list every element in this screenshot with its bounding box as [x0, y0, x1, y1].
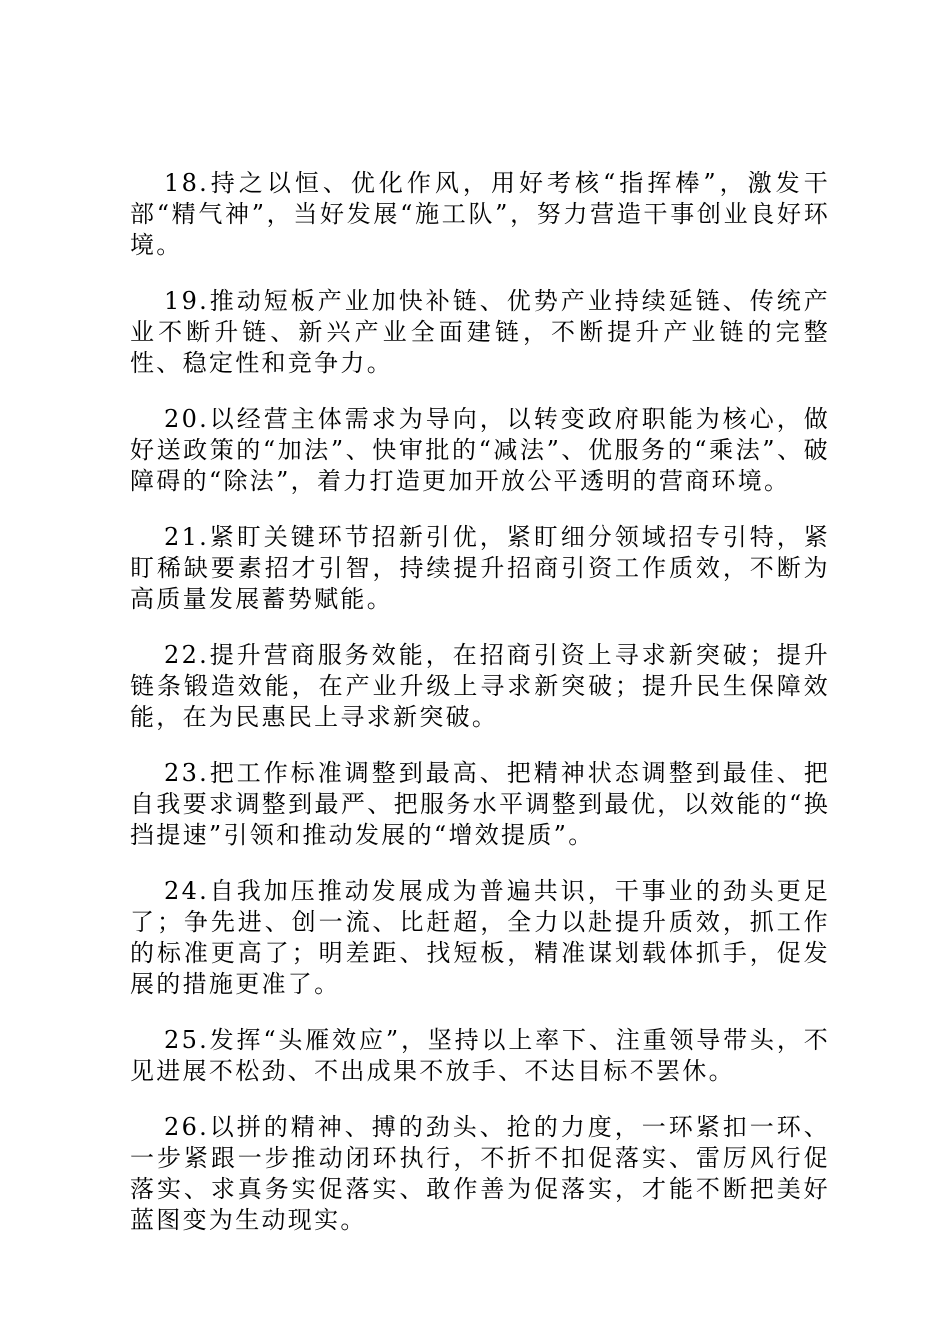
- paragraph-24: 24.自我加压推动发展成为普遍共识，干事业的劲头更足了；争先进、创一流、比赶超，全力以赴提升质效，抓工作的标准更高了；明差距、找短板，精准谋划载体抓手，促发展的措施更准了。: [130, 877, 830, 998]
- paragraph-22: 22.提升营商服务效能，在招商引资上寻求新突破；提升链条锻造效能，在产业升级上寻求新突破；提升民生保障效能，在为民惠民上寻求新突破。: [130, 641, 830, 731]
- document-body: [130, 168, 830, 1261]
- paragraph-25: 25.发挥“头雁效应”，坚持以上率下、注重领导带头，不见进展不松劲、不出成果不放手、不达目标不罢休。: [130, 1026, 830, 1085]
- paragraph-18: 18.持之以恒、优化作风，用好考核“指挥棒”，激发干部“精气神”，当好发展“施工队”，努力营造干事创业良好环境。: [130, 169, 830, 259]
- paragraph-23: 23.把工作标准调整到最高、把精神状态调整到最佳、把自我要求调整到最严、把服务水平调整到最优，以效能的“换挡提速”引领和推动发展的“增效提质”。: [130, 759, 830, 849]
- paragraph-26: 26.以拼的精神、搏的劲头、抢的力度，一环紧扣一环、一步紧跟一步推动闭环执行，不折不扣促落实、雷厉风行促落实、求真务实促落实、敢作善为促落实，才能不断把美好蓝图变为生动现实。: [130, 1113, 830, 1234]
- paragraph-21: 21.紧盯关键环节招新引优，紧盯细分领域招专引特，紧盯稀缺要素招才引智，持续提升招商引资工作质效，不断为高质量发展蓄势赋能。: [130, 523, 830, 613]
- paragraph-20: 20.以经营主体需求为导向，以转变政府职能为核心，做好送政策的“加法”、快审批的“减法”、优服务的“乘法”、破障碍的“除法”，着力打造更加开放公平透明的营商环境。: [130, 405, 830, 495]
- paragraph-19: 19.推动短板产业加快补链、优势产业持续延链、传统产业不断升链、新兴产业全面建链，不断提升产业链的完整性、稳定性和竞争力。: [130, 287, 830, 377]
